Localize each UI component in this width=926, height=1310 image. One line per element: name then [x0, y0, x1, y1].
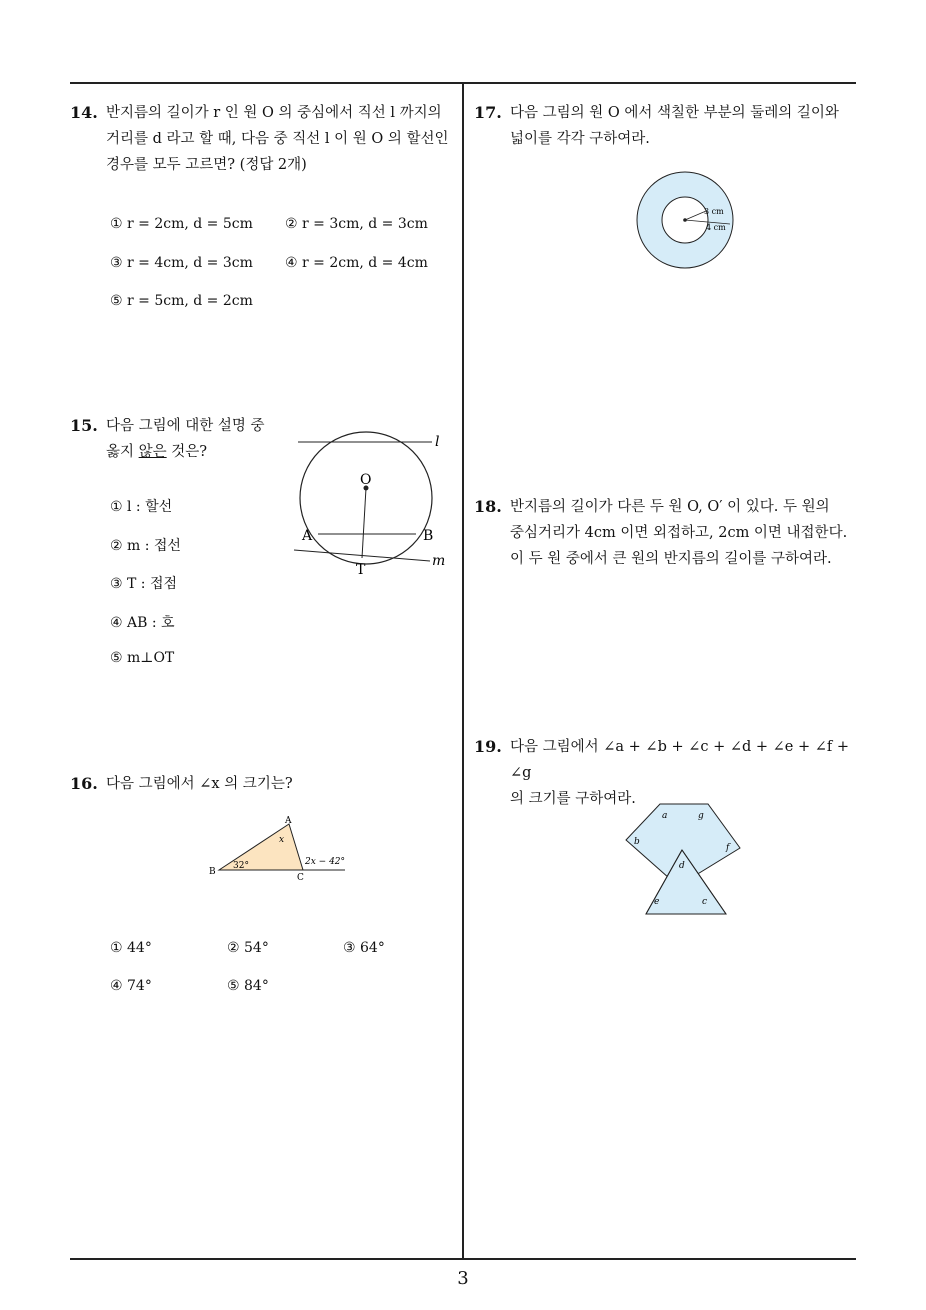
label-t: T [356, 562, 366, 578]
page-number: 3 [457, 1268, 469, 1289]
column-divider [462, 82, 464, 1259]
circle-o [300, 432, 432, 564]
label-m: m [432, 553, 446, 569]
q14-option-4[interactable]: ④ r = 2cm, d = 4cm [285, 255, 428, 271]
label-l: l [435, 434, 440, 450]
q16-option-3[interactable]: ③ 64° [343, 940, 385, 956]
question-number: 18. [474, 497, 502, 516]
label-a: A [285, 816, 292, 826]
q15-option-4[interactable]: ④ AB : 호 [110, 615, 175, 631]
label-e: e [654, 897, 660, 907]
question-text: 다음 그림에서 ∠a + ∠b + ∠c + ∠d + ∠e + ∠f + ∠g 의 크기를 구하여라. [510, 739, 850, 807]
q15-option-5[interactable]: ⑤ m⊥OT [110, 650, 175, 666]
text-line-1: 다음 그림에 대한 설명 중 [106, 418, 265, 434]
label-o: O [360, 472, 372, 488]
q16-triangle-figure [205, 812, 355, 882]
question-15 [70, 413, 290, 465]
label-b: B [423, 528, 434, 544]
radius-ot [362, 488, 366, 558]
question-text: 반지름의 길이가 다른 두 원 O, O′ 이 있다. 두 원의 중심거리가 4cm 이면 외접하고, 2cm 이면 내접한다. 이 두 원 중에서 큰 원의 반지름의 길이를 구하여라. [510, 499, 848, 567]
question-14 [70, 100, 460, 178]
underlined-word: 않은 [138, 444, 167, 460]
question-text [106, 413, 290, 465]
q15-circle-figure [290, 420, 460, 580]
label-ext-angle: 2x − 42° [305, 857, 346, 867]
question-text: 다음 그림에서 ∠x 의 크기는? [106, 776, 293, 792]
q17-annulus-figure [630, 168, 740, 274]
q14-option-5[interactable]: ⑤ r = 5cm, d = 2cm [110, 293, 253, 309]
question-number: 15. [70, 416, 98, 435]
bottom-rule [70, 1258, 856, 1260]
label-b: b [634, 837, 640, 847]
label-c: C [297, 873, 304, 882]
question-text: 다음 그림의 원 O 에서 색칠한 부분의 둘레의 길이와 넓이를 각각 구하여라. [510, 105, 839, 147]
question-number: 17. [474, 103, 502, 122]
label-x: x [279, 835, 285, 845]
triangle-abc [219, 824, 303, 870]
text-line-2a: 옳지 [106, 444, 139, 460]
question-number: 19. [474, 737, 502, 756]
label-g: g [698, 811, 704, 821]
question-16 [70, 771, 460, 797]
q14-option-1[interactable]: ① r = 2cm, d = 5cm [110, 216, 253, 232]
q14-option-2[interactable]: ② r = 3cm, d = 3cm [285, 216, 428, 232]
question-number: 16. [70, 774, 98, 793]
q14-option-3[interactable]: ③ r = 4cm, d = 3cm [110, 255, 253, 271]
q15-option-2[interactable]: ② m : 접선 [110, 538, 181, 554]
q16-option-5[interactable]: ⑤ 84° [227, 978, 269, 994]
q16-option-1[interactable]: ① 44° [110, 940, 152, 956]
label-a: a [662, 811, 668, 821]
label-d: d [679, 861, 685, 871]
question-number: 14. [70, 103, 98, 122]
label-angle-b: 32° [233, 861, 249, 871]
label-outer-r: 4 cm [706, 223, 726, 232]
label-b: B [209, 867, 216, 877]
question-18 [474, 494, 864, 572]
question-text: 반지름의 길이가 r 인 원 O 의 중심에서 직선 l 까지의 거리를 d 라고 할 때, 다음 중 직선 l 이 원 O 의 할선인 경우를 모두 고르면? (정답 2개) [106, 105, 449, 173]
label-c: c [702, 897, 708, 907]
q19-star-figure [612, 800, 746, 920]
q15-option-3[interactable]: ③ T : 접점 [110, 576, 178, 592]
label-f: f [726, 843, 730, 853]
q15-option-1[interactable]: ① l : 할선 [110, 499, 173, 515]
text-line-2b: 것은? [166, 444, 208, 460]
q16-option-4[interactable]: ④ 74° [110, 978, 152, 994]
label-a: A [302, 528, 313, 544]
label-inner-r: 3 cm [704, 207, 724, 216]
question-17 [474, 100, 864, 152]
q16-option-2[interactable]: ② 54° [227, 940, 269, 956]
